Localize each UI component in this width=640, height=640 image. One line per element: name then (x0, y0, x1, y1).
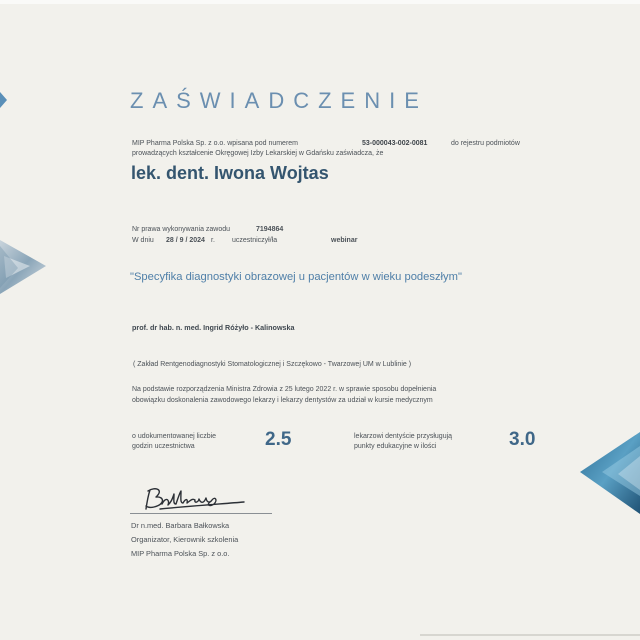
scan-edge-bottom (420, 634, 640, 636)
points-label-line-2: punkty edukacyjne w ilości (354, 443, 437, 450)
points-label-line-1: lekarzowi dentyście przysługują (354, 433, 453, 440)
license-label: Nr prawa wykonywania zawodu (132, 226, 231, 233)
lecturer-affiliation: ( Zakład Rentgenodiagnostyki Stomatologicznej i Szczękowo - Twarzowej UM w Lublinie ) (133, 361, 412, 368)
hours-label-line-1: o udokumentowanej liczbie (132, 433, 217, 440)
course-title: "Specyfika diagnostyki obrazowej u pacjentów w wieku podeszłym" (130, 271, 462, 283)
recipient-name: lek. dent. Iwona Wojtas (131, 163, 329, 183)
date-value: 28 / 9 / 2024 (166, 237, 205, 244)
scan-edge-top (0, 0, 640, 4)
license-number: 7194864 (256, 226, 284, 233)
hours-label-line-2: godzin uczestnictwa (132, 443, 195, 450)
signatory-name: Dr n.med. Barbara Bałkowska (131, 521, 230, 530)
right-diamond-decoration-icon (580, 432, 640, 514)
signatory-role: Organizator, Kierownik szkolenia (131, 535, 239, 544)
legal-basis-line-1: Na podstawie rozporządzenia Ministra Zdrowia z 25 lutego 2022 r. w sprawie sposobu dopełnienia (132, 386, 437, 393)
hours-value: 2.5 (265, 429, 292, 450)
certificate-title: ZAŚWIADCZENIE (130, 88, 428, 113)
intro-line-1-tail: do rejestru podmiotów (451, 140, 520, 147)
handwritten-signature (140, 482, 252, 514)
left-arrow-decoration-icon (0, 92, 8, 108)
intro-line-2: prowadzących kształcenie Okręgowej Izby Lekarskiej w Gdańsku zaświadcza, że (132, 150, 384, 157)
points-value: 3.0 (509, 429, 536, 450)
participation-label: uczestniczył/ła (232, 237, 278, 244)
course-form: webinar (331, 237, 358, 244)
left-diamond-decoration-icon (0, 238, 48, 296)
registry-number: 53-000043-002-0081 (362, 140, 428, 147)
date-label: W dniu (132, 237, 154, 244)
legal-basis-line-2: obowiązku doskonalenia zawodowego lekarzy i lekarzy dentystów za udział w kursie medycznym (132, 397, 433, 404)
lecturer-name: prof. dr hab. n. med. Ingrid Różyło - Kalinowska (132, 323, 295, 332)
date-suffix: r. (211, 237, 215, 244)
intro-line-1: MIP Pharma Polska Sp. z o.o. wpisana pod numerem (132, 140, 299, 147)
signature-line (130, 513, 272, 514)
signatory-company: MIP Pharma Polska Sp. z o.o. (131, 549, 230, 558)
